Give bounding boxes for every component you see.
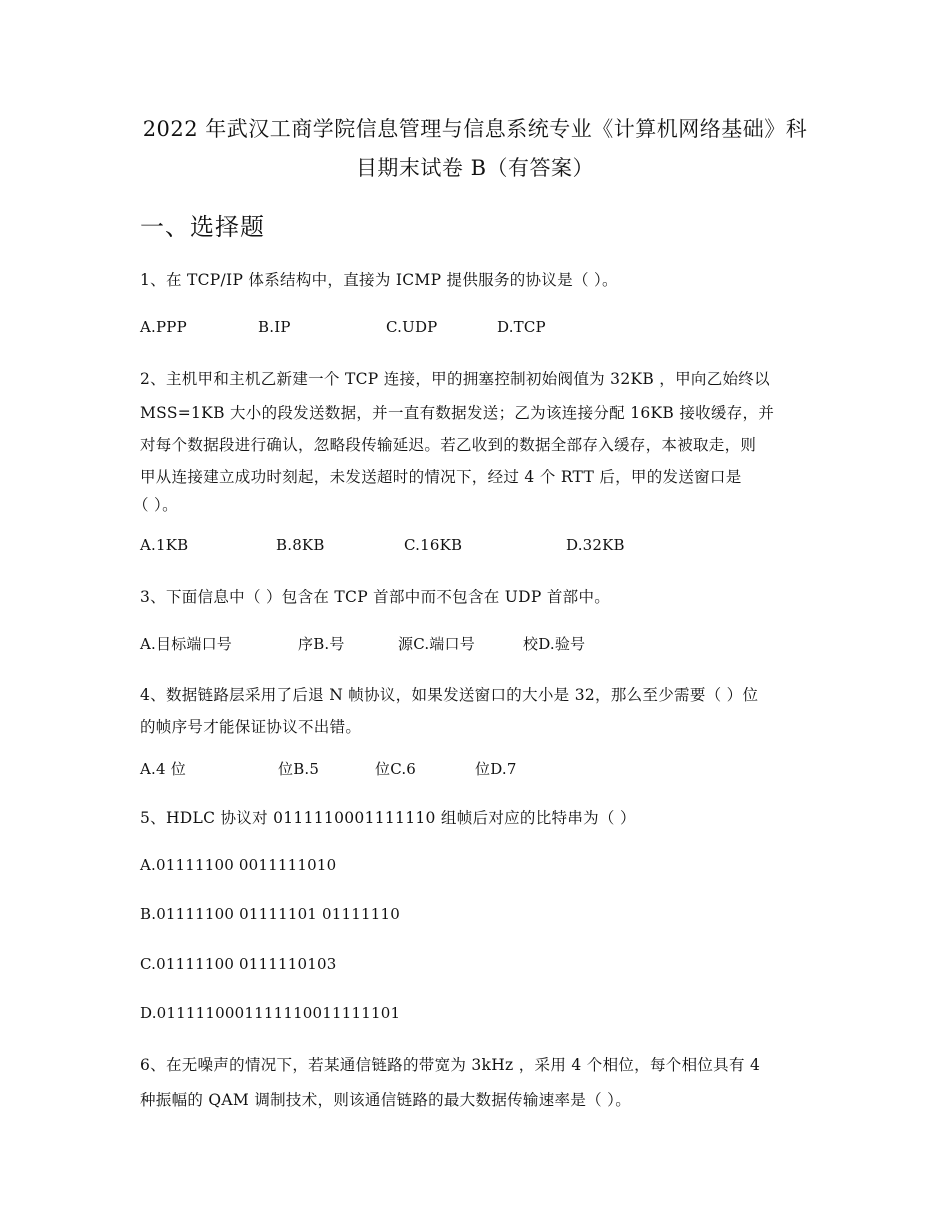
question-2-option-a: A.1KB <box>140 536 189 554</box>
question-4-option-c: 位C.6 <box>375 760 417 778</box>
question-6-line-1: 6、在无噪声的情况下，若某通信链路的带宽为 3kHz ，采用 4 个相位，每个相位具有 4 <box>140 1056 761 1074</box>
question-4-option-b: 位B.5 <box>278 760 320 778</box>
question-2-line-3: 对每个数据段进行确认，忽略段传输延迟。若乙收到的数据全部存入缓存，本被取走，则 <box>140 436 757 454</box>
question-2-line-2: MSS=1KB 大小的段发送数据，并一直有数据发送；乙为该连接分配 16KB 接收缓存，并 <box>140 404 775 422</box>
question-3-option-d: 校D.验号 <box>523 635 586 653</box>
question-1-option-d: D.TCP <box>497 318 546 336</box>
question-5-text: 5、HDLC 协议对 0111110001111110 组帧后对应的比特串为（ ） <box>140 809 636 827</box>
question-1-option-c: C.UDP <box>386 318 438 336</box>
exam-title-line-2: 目期末试卷 B（有答案） <box>355 156 595 180</box>
question-3-text: 3、下面信息中（ ）包含在 TCP 首部中而不包含在 UDP 首部中。 <box>140 588 611 606</box>
question-2-option-c: C.16KB <box>404 536 463 554</box>
question-5-option-c: C.01111100 0111110103 <box>140 955 337 973</box>
question-4-line-1: 4、数据链路层采用了后退 N 帧协议，如果发送窗口的大小是 32，那么至少需要（ ）位 <box>140 686 759 704</box>
question-1-option-a: A.PPP <box>140 318 187 336</box>
exam-title-line-1: 2022 年武汉工商学院信息管理与信息系统专业《计算机网络基础》科 <box>142 117 808 141</box>
section-heading: 一、选择题 <box>140 213 265 241</box>
question-3-option-a: A.目标端口号 <box>140 635 233 653</box>
question-5-option-b: B.01111100 01111101 01111110 <box>140 905 400 923</box>
question-5-option-a: A.01111100 0011111010 <box>140 856 337 874</box>
question-1-option-b: B.IP <box>258 318 291 336</box>
question-4-option-a: A.4 位 <box>140 760 186 778</box>
question-2-option-b: B.8KB <box>276 536 325 554</box>
question-2-line-4: 甲从连接建立成功时刻起，未发送超时的情况下，经过 4 个 RTT 后，甲的发送窗口是 <box>140 468 742 486</box>
question-2-line-5: （ ）。 <box>133 496 178 514</box>
question-3-option-b: 序B.号 <box>298 635 345 653</box>
question-5-option-d: D.0111110001111110011111101 <box>140 1004 401 1022</box>
question-4-line-2: 的帧序号才能保证协议不出错。 <box>140 718 362 736</box>
question-3-option-c: 源C.端口号 <box>398 635 475 653</box>
question-2-option-d: D.32KB <box>566 536 625 554</box>
question-4-option-d: 位D.7 <box>475 760 517 778</box>
question-1-text: 1、在 TCP/IP 体系结构中，直接为 ICMP 提供服务的协议是（ ）。 <box>140 271 618 289</box>
question-6-line-2: 种振幅的 QAM 调制技术，则该通信链路的最大数据传输速率是（ ）。 <box>140 1091 632 1109</box>
question-2-line-1: 2、主机甲和主机乙新建一个 TCP 连接，甲的拥塞控制初始阀值为 32KB ，甲向乙始终以 <box>140 370 770 388</box>
